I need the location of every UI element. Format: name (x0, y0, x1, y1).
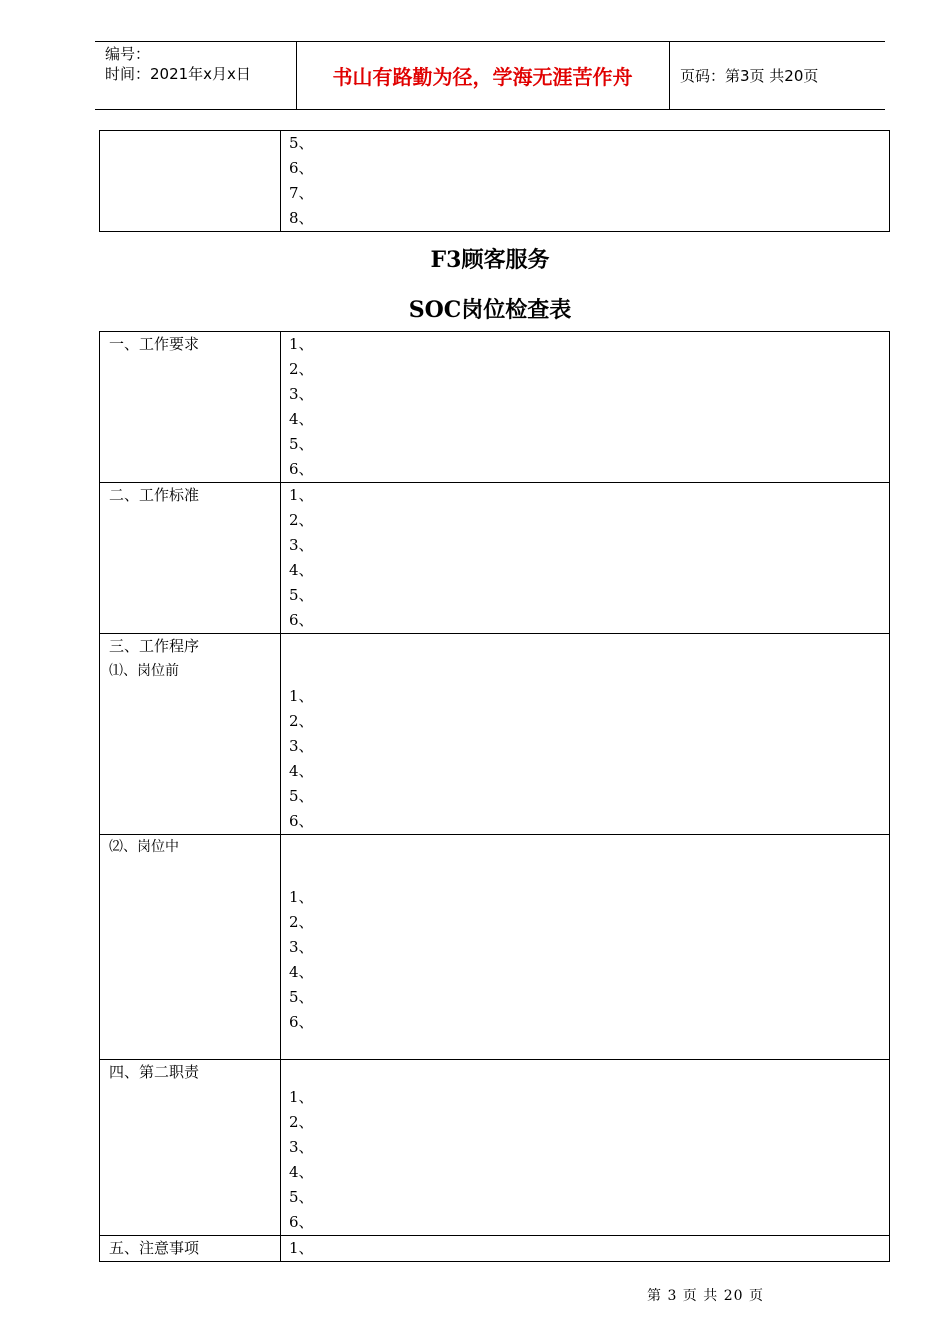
list-item: 4、 (289, 561, 314, 579)
list-item: 4、 (289, 963, 314, 981)
list-item: 3、 (289, 385, 314, 403)
row-sublabel: ⑴、岗位前 (109, 663, 179, 679)
list-item: 3、 (289, 737, 314, 755)
row-label-cell (100, 1236, 281, 1262)
spacer (281, 634, 889, 659)
header-info (95, 42, 297, 109)
row-label: 一、工作要求 (109, 335, 200, 353)
page-header (95, 41, 885, 110)
spacer (281, 835, 889, 860)
row-label-cell (100, 634, 281, 835)
list-item: 6、 (289, 159, 314, 177)
list-item: 5、 (289, 1188, 314, 1206)
spacer (281, 659, 889, 684)
table-row (100, 332, 890, 483)
header-page-info (670, 42, 885, 109)
top-label-cell (100, 131, 281, 232)
list-item: 3、 (289, 938, 314, 956)
row-label-cell (100, 1060, 281, 1236)
page-label: 页码：第3页 共20页 (680, 67, 819, 85)
table-row (100, 483, 890, 634)
list-item: 5、 (289, 134, 314, 152)
table-row (100, 1236, 890, 1262)
list-item: 2、 (289, 913, 314, 931)
row-label-cell (100, 835, 281, 1060)
list-item: 6、 (289, 812, 314, 830)
list-item: 1、 (289, 1088, 314, 1106)
row-label-cell (100, 332, 281, 483)
list-item: 2、 (289, 1113, 314, 1131)
table-row (100, 1060, 890, 1236)
list-item: 2、 (289, 360, 314, 378)
doc-number-label: 编号： (105, 45, 151, 63)
list-item: 4、 (289, 410, 314, 428)
list-item: 7、 (289, 184, 314, 202)
list-item: 1、 (289, 335, 314, 353)
list-item: 6、 (289, 611, 314, 629)
spacer (281, 860, 889, 885)
row-content-cell (281, 1236, 890, 1262)
row-content-cell (281, 1060, 890, 1236)
list-item: 4、 (289, 1163, 314, 1181)
list-item: 5、 (289, 787, 314, 805)
checklist-table (99, 331, 890, 1262)
row-content-cell (281, 483, 890, 634)
list-item: 8、 (289, 209, 314, 227)
list-item: 1、 (289, 486, 314, 504)
table-row (100, 835, 890, 1060)
list-item: 1、 (289, 687, 314, 705)
list-item: 3、 (289, 1138, 314, 1156)
list-item: 1、 (289, 1239, 314, 1257)
row-content-cell (281, 332, 890, 483)
list-item: 5、 (289, 988, 314, 1006)
top-content-cell (281, 131, 890, 232)
page-footer: 第 3 页 共 20 页 (647, 1288, 764, 1304)
list-item: 1、 (289, 888, 314, 906)
list-item: 6、 (289, 1013, 314, 1031)
spacer (281, 1060, 889, 1085)
list-item: 6、 (289, 460, 314, 478)
row-label-cell (100, 483, 281, 634)
list-item: 5、 (289, 435, 314, 453)
list-item: 5、 (289, 586, 314, 604)
header-motto: 书山有路勤为径，学海无涯苦作舟 (296, 42, 670, 109)
row-label: 三、工作程序 (109, 637, 200, 655)
list-item: 4、 (289, 762, 314, 780)
list-item: 6、 (289, 1213, 314, 1231)
form-title: SOC岗位检查表 (408, 297, 572, 323)
row-label: 五、注意事项 (109, 1239, 200, 1257)
row-label: 四、第二职责 (109, 1063, 200, 1081)
list-item: 3、 (289, 536, 314, 554)
table-row (100, 634, 890, 835)
section-title: F3顾客服务 (430, 247, 550, 273)
row-label: 二、工作标准 (109, 486, 200, 504)
row-content-cell (281, 835, 890, 1060)
row-content-cell (281, 634, 890, 835)
row-label: ⑵、岗位中 (109, 839, 179, 855)
list-item: 2、 (289, 712, 314, 730)
top-continuation-table (99, 130, 890, 232)
doc-time-label: 时间：2021年x月x日 (105, 65, 251, 83)
list-item: 2、 (289, 511, 314, 529)
